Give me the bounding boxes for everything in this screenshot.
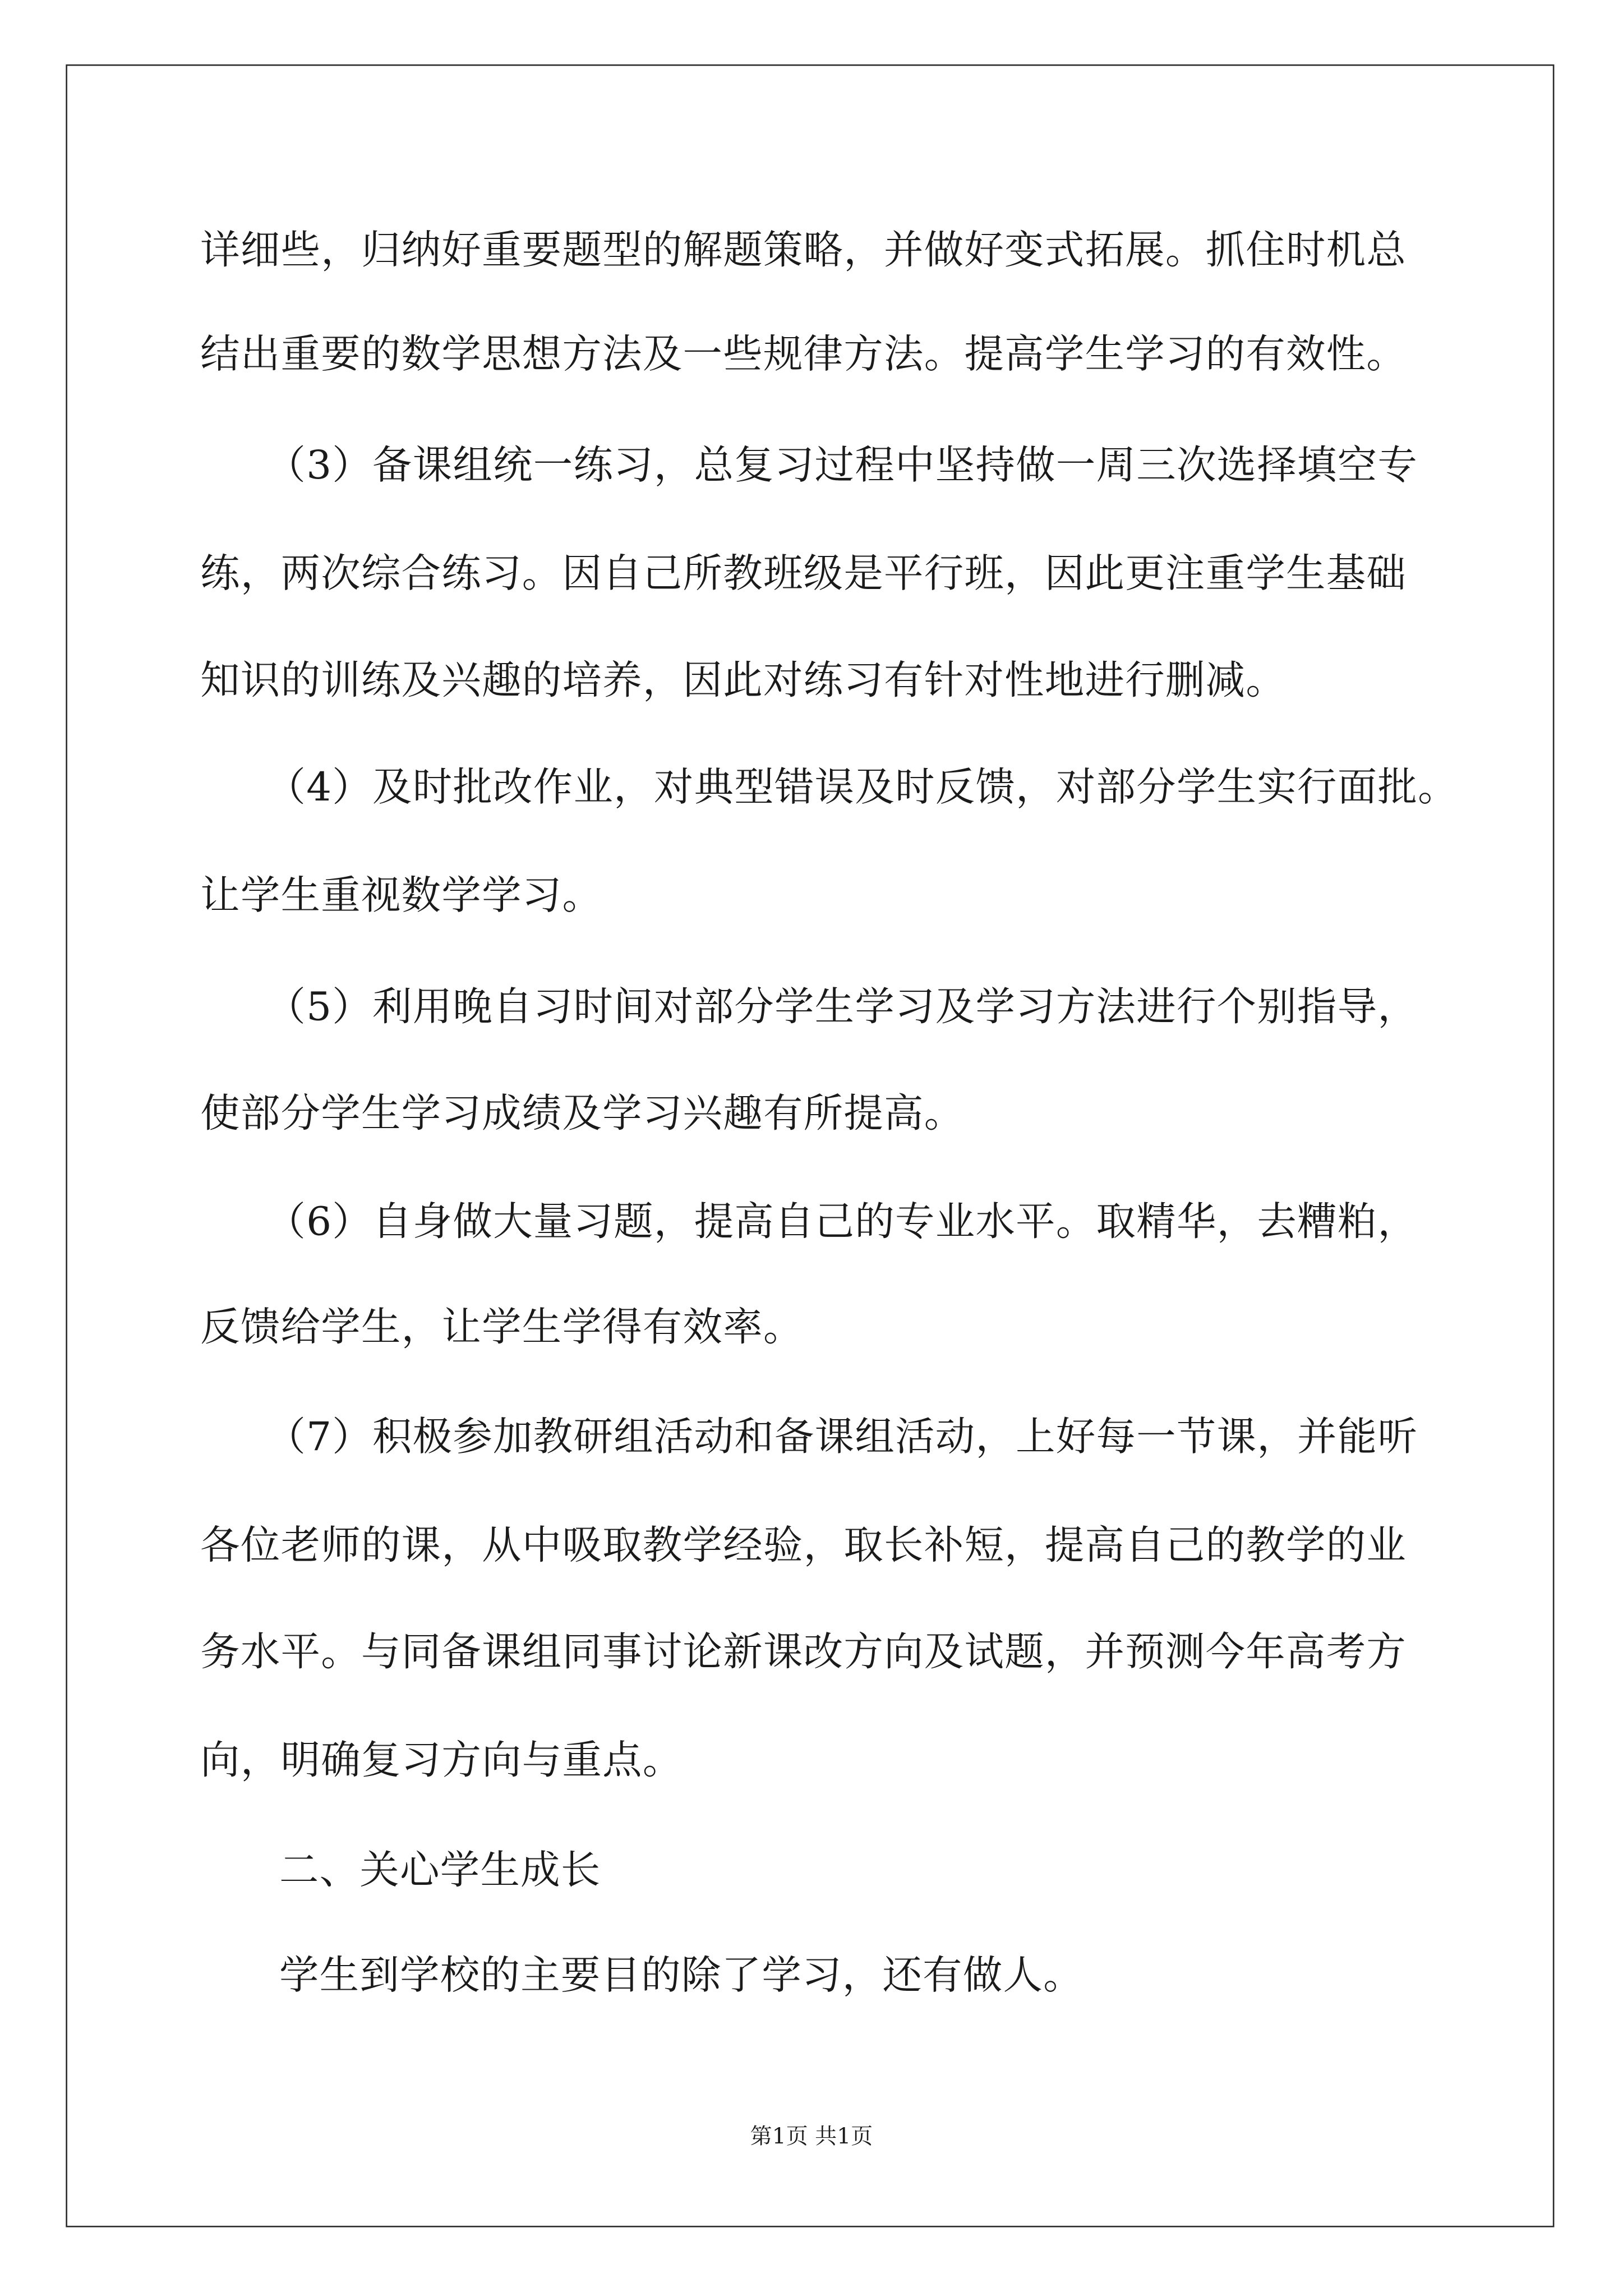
- body-line-2: 结出重要的数学思想方法及一些规律方法。提高学生学习的有效性。: [200, 332, 1407, 378]
- body-line-11: 反馈给学生，让学生学得有效率。: [200, 1305, 804, 1351]
- body-line-14: 务水平。与同备课组同事讨论新课改方向及试题，并预测今年高考方: [200, 1630, 1407, 1676]
- page-border: [66, 65, 1554, 2228]
- body-line-1: 详细些，归纳好重要题型的解题策略，并做好变式拓展。抓住时机总: [200, 228, 1407, 274]
- body-line-8: （5）利用晚自习时间对部分学生学习及学习方法进行个别指导，: [266, 984, 1418, 1030]
- body-line-5: 知识的训练及兴趣的培养，因此对练习有针对性地进行删减。: [200, 658, 1287, 704]
- body-line-13: 各位老师的课，从中吸取教学经验，取长补短，提高自己的教学的业: [200, 1523, 1407, 1569]
- body-line-7: 让学生重视数学学习。: [200, 873, 603, 919]
- body-line-12: （7）积极参加教研组活动和备课组活动，上好每一节课，并能听: [266, 1415, 1418, 1461]
- body-line-9: 使部分学生学习成绩及学习兴趣有所提高。: [200, 1092, 965, 1137]
- section-heading: 二、关心学生成长: [279, 1848, 601, 1894]
- body-line-3: （3）备课组统一练习，总复习过程中坚持做一周三次选择填空专: [266, 443, 1418, 489]
- page-number-footer: 第1页 共1页: [750, 2123, 873, 2150]
- body-line-15: 向，明确复习方向与重点。: [200, 1738, 683, 1784]
- body-line-17: 学生到学校的主要目的除了学习，还有做人。: [279, 1953, 1083, 1999]
- body-line-6: （4）及时批改作业，对典型错误及时反馈，对部分学生实行面批。: [266, 765, 1458, 811]
- body-line-4: 练，两次综合练习。因自己所教班级是平行班，因此更注重学生基础: [200, 551, 1407, 597]
- body-line-10: （6）自身做大量习题，提高自己的专业水平。取精华，去糟粕，: [266, 1200, 1418, 1246]
